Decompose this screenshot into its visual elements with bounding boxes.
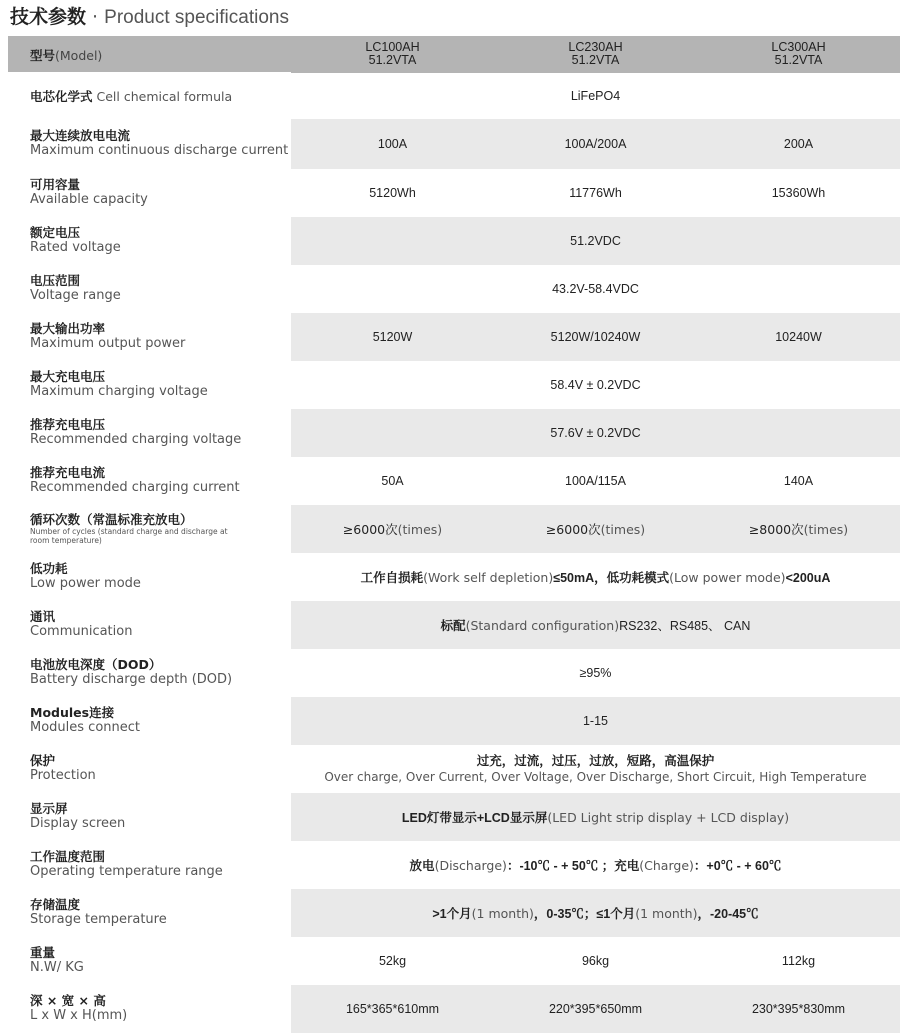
row-label-en: Display screen [30,816,126,831]
row-label-en: Voltage range [30,288,121,303]
value-zh: 放电 [409,858,435,873]
row-label-zh: 低功耗 [30,561,68,576]
row-value: 230*395*830mm [697,985,900,1033]
model-cell [697,36,900,73]
row-label-en: L x W x H(mm) [30,1008,128,1023]
value-en: (Charge) [639,857,694,873]
model-voltage: 51.2VTA [774,53,823,68]
value-en: (Standard configuration) [465,617,620,633]
row-value: 5120Wh [369,185,416,200]
row-label-zh: 可用容量 [30,177,81,192]
row-label-zh: 额定电压 [30,225,81,240]
row-value: 43.2V-58.4VDC [552,281,639,296]
row-value: ≥95% [579,665,612,680]
title-en: Product specifications [104,7,289,28]
value-number: ，-20-45℃ [697,906,759,921]
protection-zh: 过充，过流，过压，过放，短路，高温保护 [476,753,715,768]
row-label-zh: 深 × 宽 × 高 [30,993,106,1008]
row-label-en: Number of cycles (standard charge and discharge at room temperature) [30,527,228,545]
table-row [8,985,900,1033]
row-value: LiFePO4 [570,88,621,103]
row-value: 11776Wh [569,185,622,200]
row-label [8,73,291,119]
model-cell [494,36,697,73]
row-label-zh: 重量 [30,945,56,960]
cycle-count: ≥6000 [342,521,386,537]
table-header-row [8,36,900,73]
model-cell [291,36,494,73]
row-label [8,119,291,169]
table-row [8,119,900,169]
row-value: 200A [697,119,900,169]
value-number: <200uA [785,570,831,585]
header-label-en: (Model) [55,47,103,63]
row-label [8,649,291,697]
row-value: 1-15 [291,697,900,745]
cycle-unit-en: (times) [397,521,443,537]
row-label-en: Low power mode [30,576,141,591]
cycle-unit-zh: 次 [791,521,804,537]
row-label [8,553,291,601]
page-title [10,4,289,30]
value-en: (Work self depletion) [423,569,554,585]
row-label-en: Cell chemical formula [96,89,233,104]
value-number: ≤50mA， [553,570,607,585]
model-voltage: 51.2VTA [368,53,417,68]
row-label-en: Operating temperature range [30,864,223,879]
value-zh: ≤1个月 [596,906,636,921]
table-row [8,361,900,409]
table-row [8,553,900,601]
table-row [8,265,900,313]
model-voltage: 51.2VTA [571,53,620,68]
row-value: 220*395*650mm [494,985,697,1033]
table-row [8,601,900,649]
row-value: 58.4V ± 0.2VDC [550,377,641,392]
row-label-en: Maximum continuous discharge current [30,143,289,158]
row-value: 165*365*610mm [291,985,494,1033]
value-number: ，0-35℃； [533,906,597,921]
row-value: 52kg [378,953,407,968]
row-label-en: Storage temperature [30,912,167,927]
row-value [697,505,900,553]
row-label-zh: 工作温度范围 [30,849,106,864]
model-name: LC300AH [771,40,826,55]
row-value: 57.6V ± 0.2VDC [291,409,900,457]
table-row [8,841,900,889]
row-label-en: Communication [30,624,133,639]
row-label [8,985,291,1033]
table-row [8,313,900,361]
row-label-en: Protection [30,768,96,783]
title-separator: · [86,6,105,28]
row-value [291,889,900,937]
row-label-en: Recommended charging current [30,480,240,495]
row-label [8,265,291,313]
value-zh: 工作自损耗 [360,570,424,585]
value-protocols: RS232、RS485、 CAN [619,618,751,633]
row-label [8,361,291,409]
row-label-zh: 最大连续放电电流 [30,128,131,143]
value-zh: 低功耗模式 [606,570,670,585]
row-label-zh: 最大输出功率 [30,321,106,336]
row-value [494,505,697,553]
row-label [8,601,291,649]
row-value [291,601,900,649]
model-name: LC100AH [365,40,420,55]
row-label-zh: 电压范围 [30,273,81,288]
table-row [8,457,900,505]
row-label-zh: 显示屏 [30,801,68,816]
row-value: 100A/200A [494,119,697,169]
value-zh: LED灯带显示+LCD显示屏 [401,810,548,825]
row-value: 5120W [291,313,494,361]
row-value: 100A [291,119,494,169]
row-label-zh: 保护 [30,753,56,768]
row-label-en: Maximum charging voltage [30,384,208,399]
row-value: 15360Wh [771,185,826,200]
model-name: LC230AH [568,40,623,55]
row-label [8,697,291,745]
value-zh: >1个月 [432,906,472,921]
row-value: 100A/115A [565,473,626,488]
row-label [8,841,291,889]
row-label-en: Available capacity [30,192,148,207]
row-value: 51.2VDC [291,217,900,265]
row-label-en: N.W/ KG [30,960,84,975]
row-label-en: Modules connect [30,720,140,735]
table-row [8,217,900,265]
row-label-en: Recommended charging voltage [30,432,242,447]
row-label-zh: 电池放电深度（DOD） [30,657,162,672]
value-en: (1 month) [471,905,534,921]
row-value [291,505,494,553]
row-label-zh: 推荐充电电压 [30,417,106,432]
cycle-unit-en: (times) [600,521,646,537]
cycle-count: ≥8000 [748,521,792,537]
row-label-en: Rated voltage [30,240,121,255]
row-value [291,553,900,601]
value-number: ：-10℃ - + 50℃ ； [506,858,615,873]
protection-en: Over charge, Over Current, Over Voltage, Over Discharge, Short Circuit, High Temperature [324,769,867,784]
row-label [8,409,291,457]
row-label [8,745,291,793]
row-label-zh: Modules连接 [30,705,115,720]
cycle-unit-en: (times) [803,521,849,537]
value-en: (LED Light strip display + LCD display) [547,809,790,825]
row-value: 96kg [581,953,610,968]
header-label-cell [8,36,291,73]
table-row [8,745,900,793]
table-row [8,73,900,119]
table-row [8,649,900,697]
table-row [8,505,900,553]
value-en: (Low power mode) [669,569,786,585]
row-value: 10240W [697,313,900,361]
cycle-count: ≥6000 [545,521,589,537]
table-row [8,793,900,841]
row-label [8,937,291,985]
row-label-zh: 存储温度 [30,897,81,912]
row-label-zh: 循环次数（常温标准充放电） [30,512,193,527]
row-value: 112kg [781,953,816,968]
row-label [8,889,291,937]
header-label-zh: 型号 [30,47,56,63]
row-label [8,313,291,361]
row-label-zh: 电芯化学式 [30,89,93,104]
row-label [8,217,291,265]
value-zh: 标配 [440,618,466,633]
row-value: 50A [381,473,404,488]
row-label-en: Maximum output power [30,336,186,351]
row-label-zh: 通讯 [30,609,56,624]
cycle-unit-zh: 次 [588,521,601,537]
value-en: (1 month) [635,905,698,921]
row-label-zh: 最大充电电压 [30,369,106,384]
value-number: ：+0℃ - + 60℃ [693,858,782,873]
table-row [8,697,900,745]
row-value: 5120W/10240W [494,313,697,361]
table-row [8,169,900,217]
value-en: (Discharge) [434,857,507,873]
row-label [8,457,291,505]
row-value [291,793,900,841]
row-label [8,505,291,553]
table-row [8,409,900,457]
row-label [8,793,291,841]
row-label-en: Battery discharge depth (DOD) [30,672,233,687]
title-zh: 技术参数 [10,6,87,28]
row-value [291,745,900,793]
table-row [8,889,900,937]
spec-table [8,36,900,1033]
row-label [8,169,291,217]
row-value: 140A [783,473,814,488]
table-row [8,937,900,985]
row-label-zh: 推荐充电电流 [30,465,106,480]
row-value [291,841,900,889]
value-zh: 充电 [614,858,640,873]
cycle-unit-zh: 次 [385,521,398,537]
